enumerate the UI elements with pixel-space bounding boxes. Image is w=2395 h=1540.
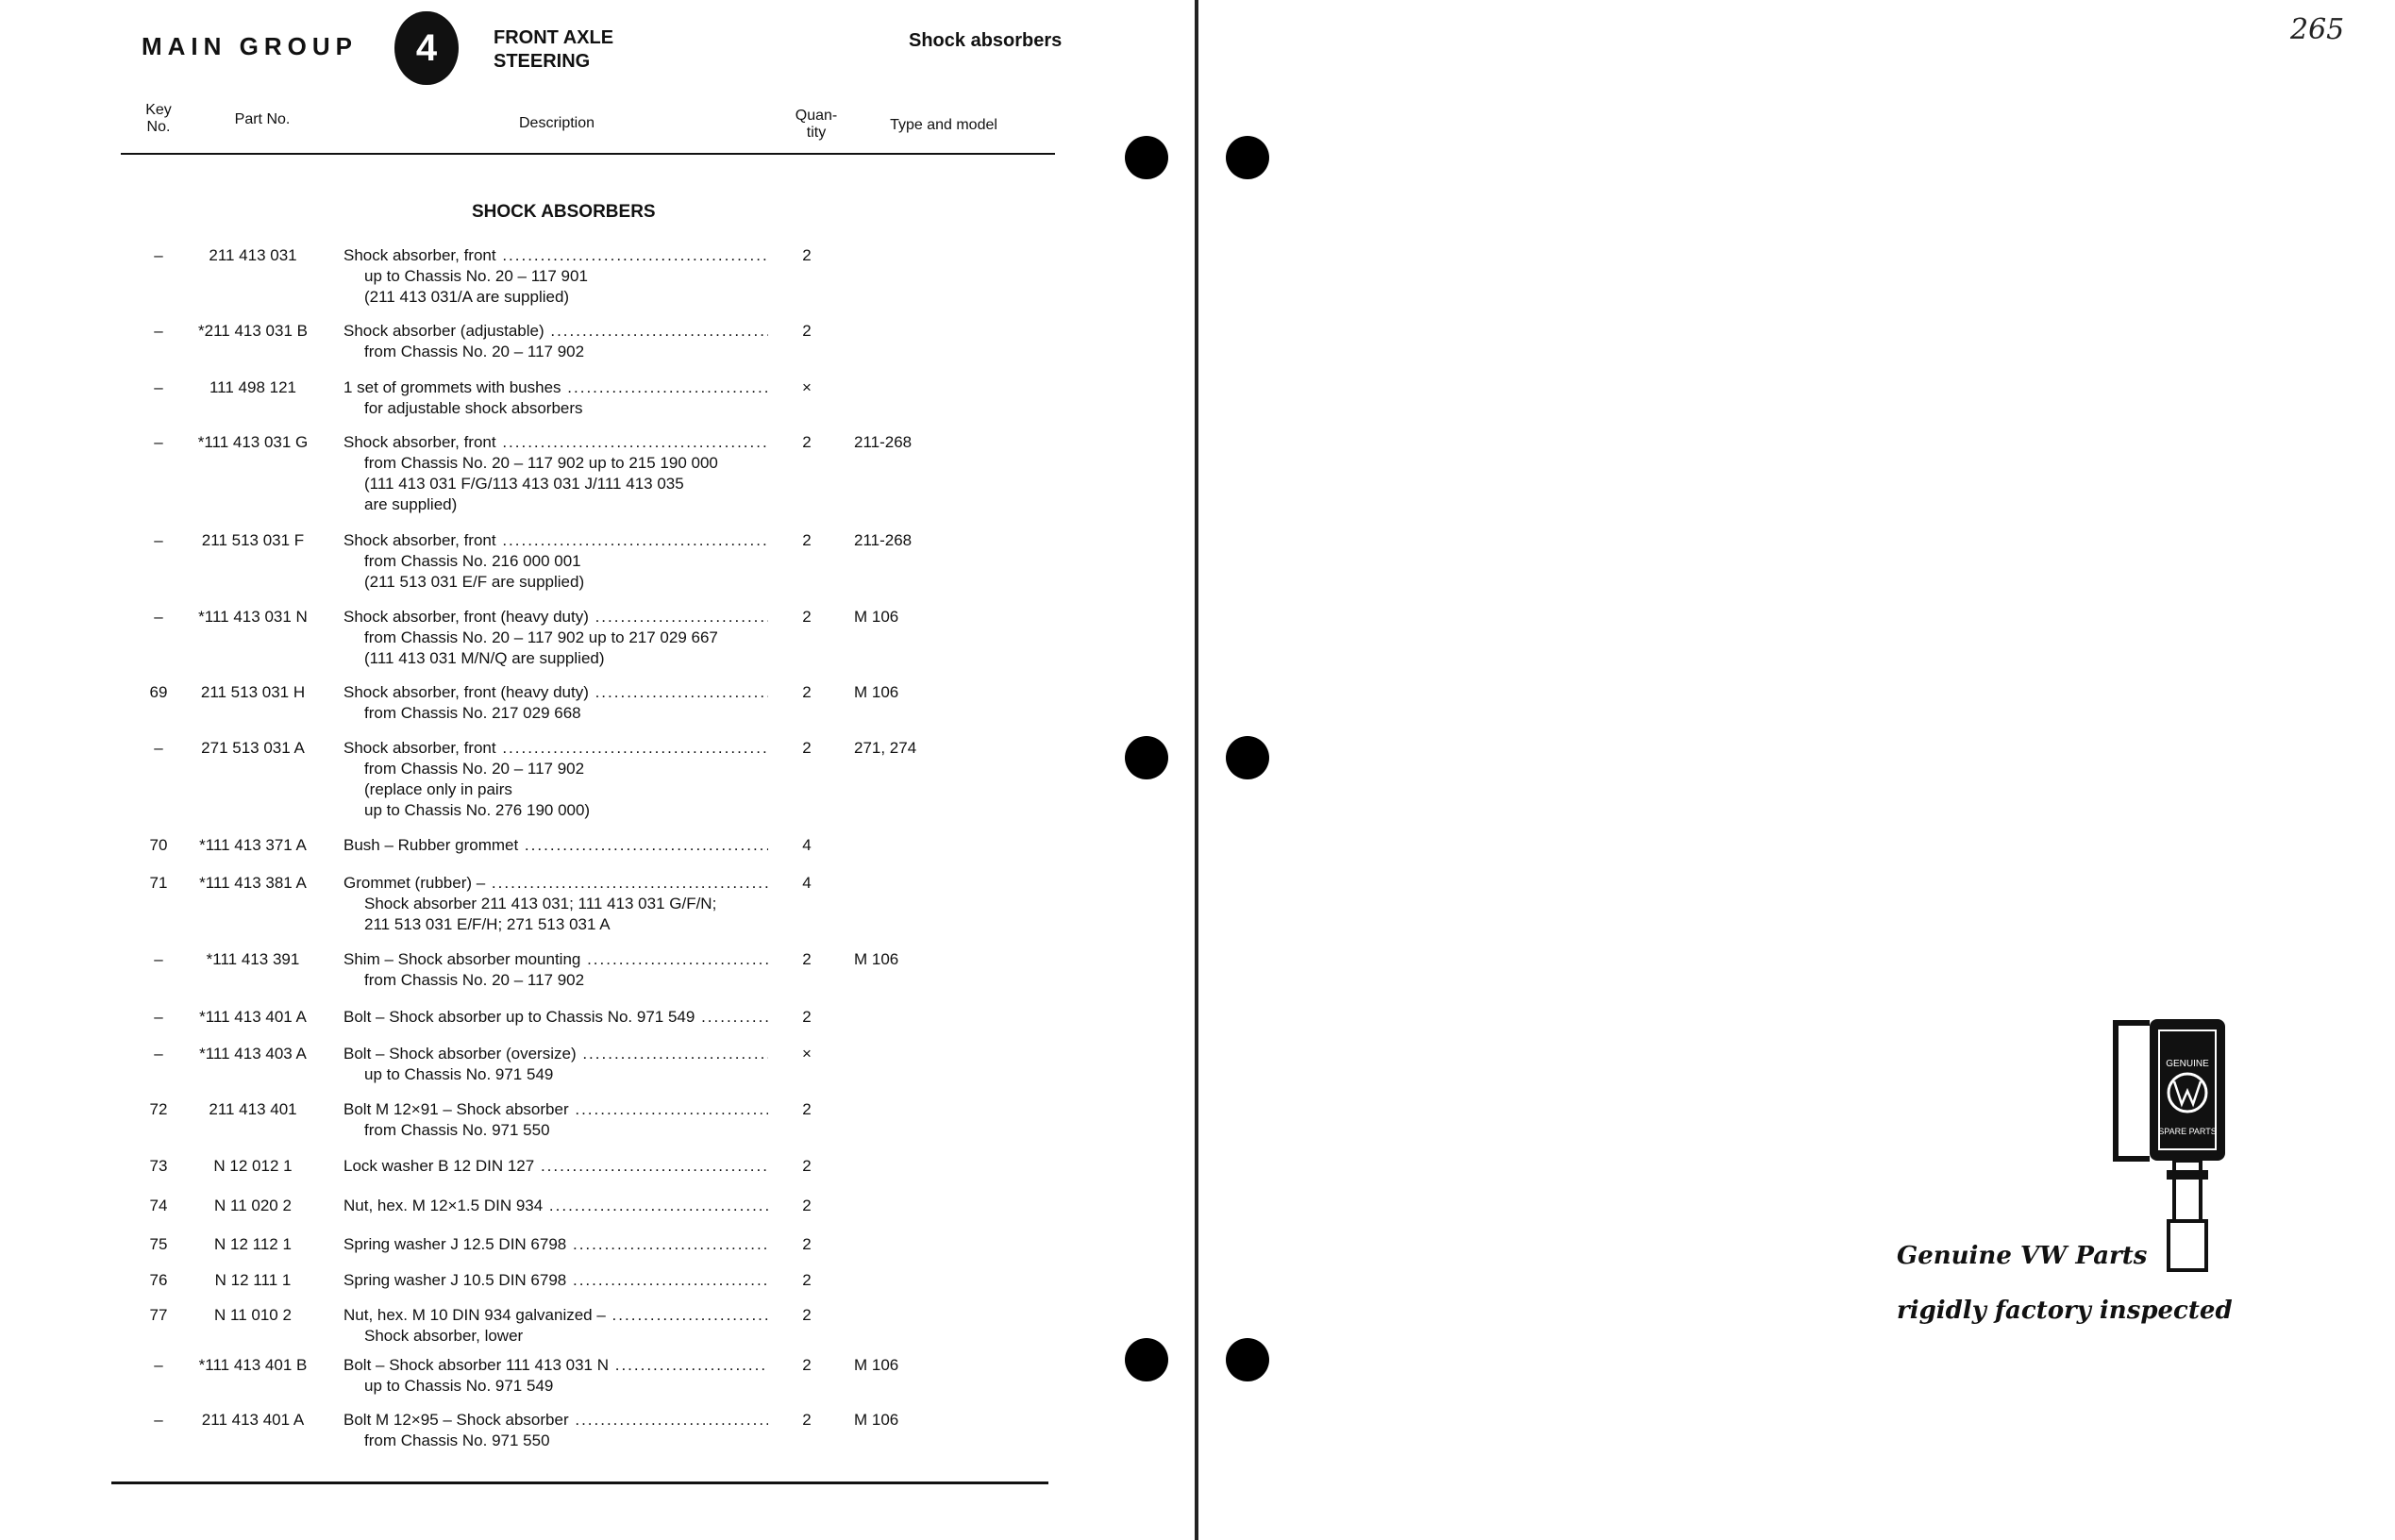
row-description-main: Shock absorber, front ..... [343,738,768,759]
row-description-detail: (211 413 031/A are supplied) [364,288,570,306]
row-description [343,682,768,724]
row-description [343,432,768,515]
genuine-parts-emblem-icon [2112,1019,2225,1274]
row-part-no: 271 513 031 A [201,739,305,757]
row-key-no: – [154,739,163,757]
footer-rule [111,1481,1048,1484]
row-description-main: Nut, hex. M 12×1.5 DIN 934 ..... [343,1196,768,1216]
row-key-no: – [154,433,163,451]
group-title-line2: STEERING [494,51,591,72]
row-description [343,1007,768,1028]
row-description [343,873,768,935]
row-quantity: 2 [802,322,812,340]
column-header-key-no-line2: No. [146,119,171,135]
row-key-no: – [154,322,163,340]
row-quantity: 2 [802,1306,812,1324]
row-quantity: 2 [802,1235,812,1253]
row-quantity: 2 [802,1197,812,1214]
row-key-no: 71 [149,874,168,892]
row-quantity: 2 [802,1157,812,1175]
row-quantity: 2 [802,1271,812,1289]
sub-heading: SHOCK ABSORBERS [472,202,656,222]
row-description [343,1410,768,1451]
row-description-main: Nut, hex. M 10 DIN 934 galvanized – ..... [343,1305,768,1326]
row-key-no: – [154,531,163,549]
row-description-main: Bolt – Shock absorber up to Chassis No. 971 549 ..... [343,1007,768,1028]
column-header-key-no [140,102,177,136]
row-description-detail: 211 513 031 E/F/H; 271 513 031 A [364,915,611,933]
right-page [1200,0,2395,1540]
row-description [343,321,768,362]
row-part-no: *211 413 031 B [198,322,308,340]
slogan-line2: rigidly factory inspected [1897,1297,2233,1325]
column-header-key-no-line1: Key [145,102,172,118]
row-description-main: Shock absorber, front (heavy duty) ..... [343,607,768,628]
row-type-model: M 106 [854,683,899,701]
row-description-detail: (211 513 031 E/F are supplied) [364,573,585,591]
row-quantity: 2 [802,1411,812,1429]
row-quantity: 2 [802,433,812,451]
row-quantity: 2 [802,1100,812,1118]
column-header-description: Description [518,115,595,131]
row-description-detail: up to Chassis No. 971 549 [364,1377,554,1395]
row-key-no: 75 [149,1235,168,1253]
column-header-quantity [783,108,849,142]
row-description-detail: up to Chassis No. 971 549 [364,1065,554,1083]
row-quantity: 2 [802,739,812,757]
page-number: 265 [2290,13,2345,46]
row-description [343,738,768,821]
row-description-detail: (111 413 031 F/G/113 413 031 J/111 413 035 [364,475,684,493]
punch-hole [1125,136,1168,179]
row-description [343,1234,768,1255]
row-description [343,835,768,856]
row-key-no: – [154,378,163,396]
row-part-no: 211 513 031 F [201,531,305,549]
row-description [343,530,768,593]
row-description-main: Lock washer B 12 DIN 127 ..... [343,1156,768,1177]
row-quantity: 2 [802,950,812,968]
row-description-main: Shock absorber, front (heavy duty) ..... [343,682,768,703]
row-quantity: 2 [802,531,812,549]
row-key-no: – [154,1045,163,1063]
row-description [343,377,768,419]
column-header-type-model: Type and model [890,117,997,133]
row-part-no: *111 413 391 [206,950,300,968]
row-type-model: M 106 [854,608,899,626]
punch-hole [1226,736,1269,779]
row-description [343,1305,768,1347]
row-description-detail: from Chassis No. 20 – 117 902 [364,971,585,989]
row-part-no: N 11 010 2 [214,1306,292,1324]
slogan-line1: Genuine VW Parts [1897,1242,2148,1270]
row-description-main: Bolt – Shock absorber 111 413 031 N ..... [343,1355,768,1376]
left-page [0,0,1194,1540]
row-part-no: *111 413 381 A [199,874,307,892]
row-description [343,607,768,669]
main-group-label: MAIN GROUP [142,32,358,60]
row-type-model: 211-268 [854,433,913,451]
row-part-no: 211 413 401 A [201,1411,305,1429]
row-part-no: 211 513 031 H [200,683,306,701]
row-part-no: N 12 012 1 [213,1157,293,1175]
row-description-detail: from Chassis No. 20 – 117 902 [364,760,585,778]
row-part-no: 211 413 031 [209,246,297,264]
row-description-main: Bush – Rubber grommet ..... [343,835,768,856]
row-part-no: 211 413 401 [209,1100,297,1118]
row-description-detail: from Chassis No. 20 – 117 902 [364,343,585,360]
row-quantity: 2 [802,1356,812,1374]
row-key-no: 72 [149,1100,168,1118]
column-header-quantity-line2: tity [806,125,827,141]
row-quantity: 4 [802,874,812,892]
row-description-detail: up to Chassis No. 20 – 117 901 [364,267,588,285]
row-quantity: 2 [802,1008,812,1026]
row-part-no: N 12 111 1 [214,1271,292,1289]
row-part-no: 111 498 121 [209,378,296,396]
row-type-model: 271, 274 [854,739,917,757]
group-title [494,26,613,74]
group-number-badge: 4 [394,11,459,85]
row-description [343,1270,768,1291]
row-key-no: – [154,1008,163,1026]
row-description-main: Bolt – Shock absorber (oversize) ..... [343,1044,768,1064]
row-description-detail: from Chassis No. 217 029 668 [364,704,581,722]
row-description-main: Shock absorber, front ..... [343,432,768,453]
section-title: Shock absorbers [909,30,1063,51]
row-description-detail: (111 413 031 M/N/Q are supplied) [364,649,605,667]
emblem-bottom-text: SPARE PARTS [2158,1127,2217,1136]
page-spine [1195,0,1198,1540]
row-quantity: × [802,378,812,396]
punch-hole [1125,736,1168,779]
row-quantity: 2 [802,246,812,264]
row-part-no: *111 413 401 B [198,1356,308,1374]
column-header-quantity-line1: Quan- [795,108,838,124]
row-part-no: *111 413 031 G [197,433,309,451]
row-description-detail: from Chassis No. 20 – 117 902 up to 217 029 667 [364,628,718,646]
row-description-main: Spring washer J 10.5 DIN 6798 ..... [343,1270,768,1291]
row-description-main: Shock absorber, front ..... [343,530,768,551]
row-part-no: N 11 020 2 [214,1197,292,1214]
row-description-detail: from Chassis No. 971 550 [364,1431,550,1449]
punch-hole [1226,1338,1269,1381]
row-type-model: 211-268 [854,531,913,549]
row-description [343,1355,768,1397]
row-part-no: N 12 112 1 [214,1235,292,1253]
column-header-part-no: Part No. [234,111,291,127]
row-key-no: – [154,1356,163,1374]
row-quantity: 4 [802,836,812,854]
row-type-model: M 106 [854,1411,899,1429]
row-description [343,1196,768,1216]
row-part-no: *111 413 403 A [199,1045,307,1063]
row-quantity: × [802,1045,812,1063]
row-type-model: M 106 [854,950,899,968]
row-description [343,949,768,991]
row-description-detail: Shock absorber, lower [364,1327,524,1345]
punch-hole [1125,1338,1168,1381]
row-part-no: *111 413 031 N [198,608,308,626]
row-key-no: 76 [149,1271,168,1289]
row-description-main: Shock absorber (adjustable) ..... [343,321,768,342]
row-key-no: – [154,246,163,264]
row-description [343,245,768,308]
row-description-detail: from Chassis No. 20 – 117 902 up to 215 190 000 [364,454,718,472]
row-description-detail: for adjustable shock absorbers [364,399,583,417]
row-description [343,1099,768,1141]
row-description-detail: up to Chassis No. 276 190 000) [364,801,591,819]
row-description-main: 1 set of grommets with bushes ..... [343,377,768,398]
row-part-no: *111 413 401 A [199,1008,307,1026]
row-description-detail: are supplied) [364,495,458,513]
row-key-no: – [154,1411,163,1429]
row-description-main: Bolt M 12×91 – Shock absorber ..... [343,1099,768,1120]
row-description-main: Shim – Shock absorber mounting ..... [343,949,768,970]
row-key-no: 69 [149,683,168,701]
row-part-no: *111 413 371 A [199,836,307,854]
row-key-no: 77 [149,1306,168,1324]
row-description-main: Shock absorber, front ..... [343,245,768,266]
row-key-no: – [154,950,163,968]
row-type-model: M 106 [854,1356,899,1374]
row-description-detail: from Chassis No. 216 000 001 [364,552,581,570]
row-description-detail: Shock absorber 211 413 031; 111 413 031 G/F/N; [364,895,717,912]
row-quantity: 2 [802,608,812,626]
row-description [343,1156,768,1177]
row-key-no: – [154,608,163,626]
row-description-detail: (replace only in pairs [364,780,512,798]
row-description-detail: from Chassis No. 971 550 [364,1121,550,1139]
row-description [343,1044,768,1085]
row-key-no: 73 [149,1157,168,1175]
row-key-no: 70 [149,836,168,854]
row-key-no: 74 [149,1197,168,1214]
header-rule [121,153,1055,155]
row-description-main: Bolt M 12×95 – Shock absorber ..... [343,1410,768,1431]
group-title-line1: FRONT AXLE [494,27,614,48]
row-description-main: Grommet (rubber) – ..... [343,873,768,894]
punch-hole [1226,136,1269,179]
emblem-top-text: GENUINE [2166,1059,2209,1069]
row-quantity: 2 [802,683,812,701]
row-description-main: Spring washer J 12.5 DIN 6798 ..... [343,1234,768,1255]
